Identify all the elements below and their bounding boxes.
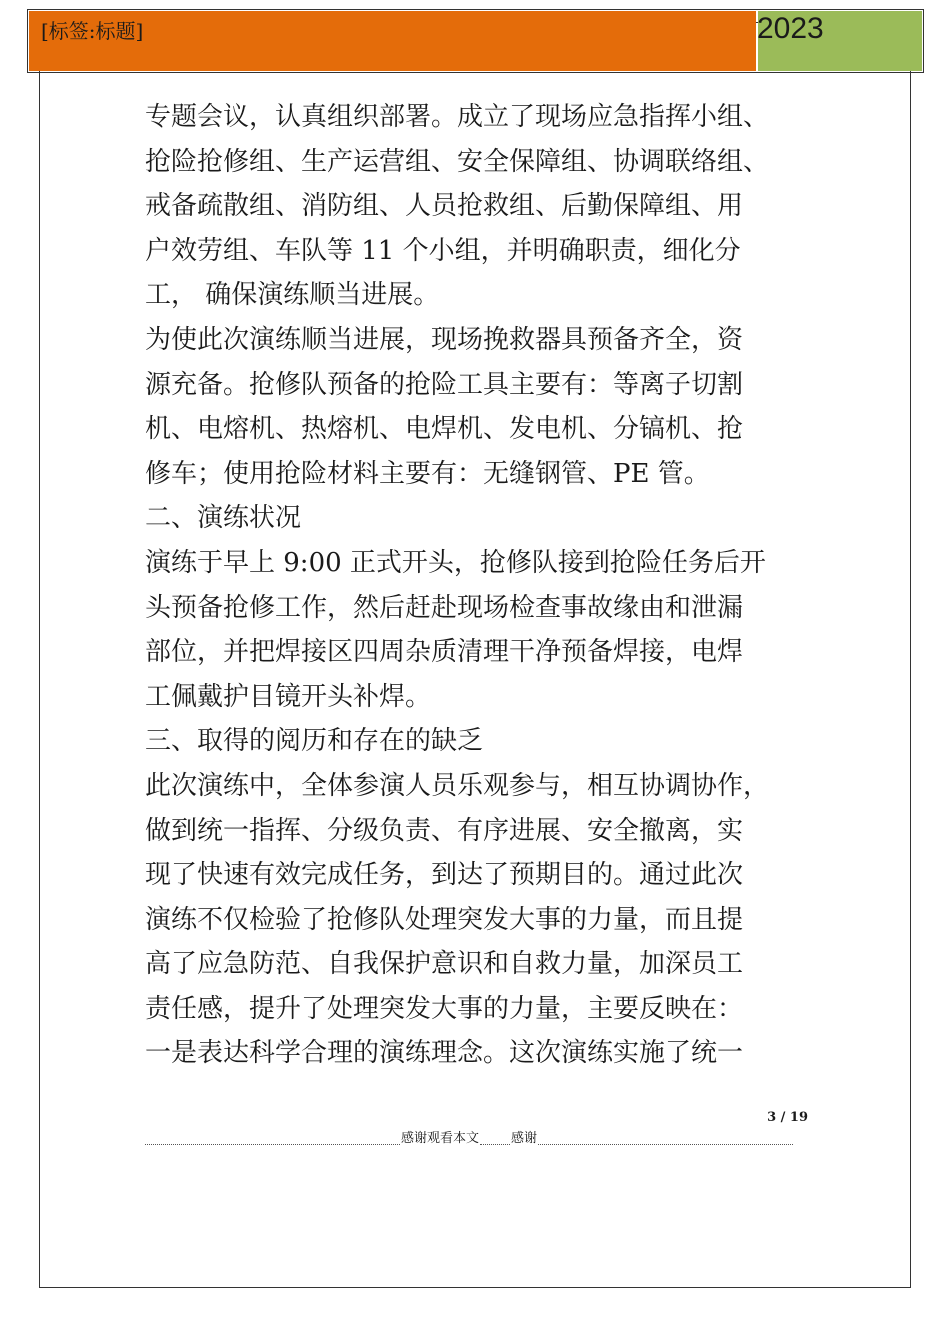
body-line: 为使此次演练顺当进展，现场挽救器具预备齐全，资 [145, 324, 744, 355]
footer [145, 1126, 793, 1148]
body-line: 专题会议，认真组织部署。成立了现场应急指挥小组、 [145, 102, 770, 132]
footer-text-thanks: 感谢观看本文 [400, 1131, 479, 1146]
footer-rule-middle [480, 1144, 510, 1145]
body-line: 部位，并把焊接区四周杂质清理干净预备焊接，电焊 [145, 637, 744, 668]
document-body [145, 95, 813, 1076]
page-number: 3 / 19 [767, 1110, 808, 1125]
footer-text-thanks-short: 感谢 [511, 1131, 538, 1146]
body-line: 高了应急防范、自我保护意识和自救力量，加深员工 [145, 949, 744, 980]
body-line: 责任感，提升了处理突发大事的力量，主要反映在： [145, 993, 744, 1024]
section-heading: 三、取得的阅历和存在的缺乏 [145, 726, 484, 757]
footer-rule-left [145, 1144, 400, 1145]
body-line: 现了快速有效完成任务，到达了预期目的。通过此次 [145, 860, 744, 891]
body-line: 头预备抢修工作，然后赶赴现场检查事故缘由和泄漏 [145, 592, 744, 623]
body-line: 做到统一指挥、分级负责、有序进展、安全撤离，实 [145, 815, 744, 846]
body-line: 演练不仅检验了抢修队处理突发大事的力量，而且提 [145, 904, 744, 935]
header-year: 2023 [757, 12, 824, 45]
body-line: 工， 确保演练顺当进展。 [145, 280, 440, 311]
body-line: 修车；使用抢险材料主要有：无缝钢管、PE 管。 [145, 458, 710, 489]
body-line: 演练于早上 9:00 正式开头，抢修队接到抢险任务后开 [145, 547, 766, 578]
section-heading: 二、演练状况 [145, 503, 302, 534]
body-line: 戒备疏散组、消防组、人员抢救组、后勤保障组、用 [145, 191, 744, 222]
body-line: 工佩戴护目镜开头补焊。 [145, 681, 432, 712]
body-line: 抢险抢修组、生产运营组、安全保障组、协调联络组、 [145, 146, 770, 177]
body-line: 户效劳组、车队等 11 个小组，并明确职责，细化分 [145, 235, 741, 266]
body-line: 机、电熔机、热熔机、电焊机、发电机、分镐机、抢 [145, 414, 744, 445]
footer-rule-right [538, 1144, 793, 1145]
body-line: 一是表达科学合理的演练理念。这次演练实施了统一 [145, 1038, 744, 1069]
body-line: 此次演练中，全体参演人员乐观参与，相互协调协作， [145, 770, 770, 801]
header-tag: [标签:标题] [41, 19, 144, 43]
body-line: 源充备。抢修队预备的抢险工具主要有：等离子切割 [145, 369, 744, 400]
